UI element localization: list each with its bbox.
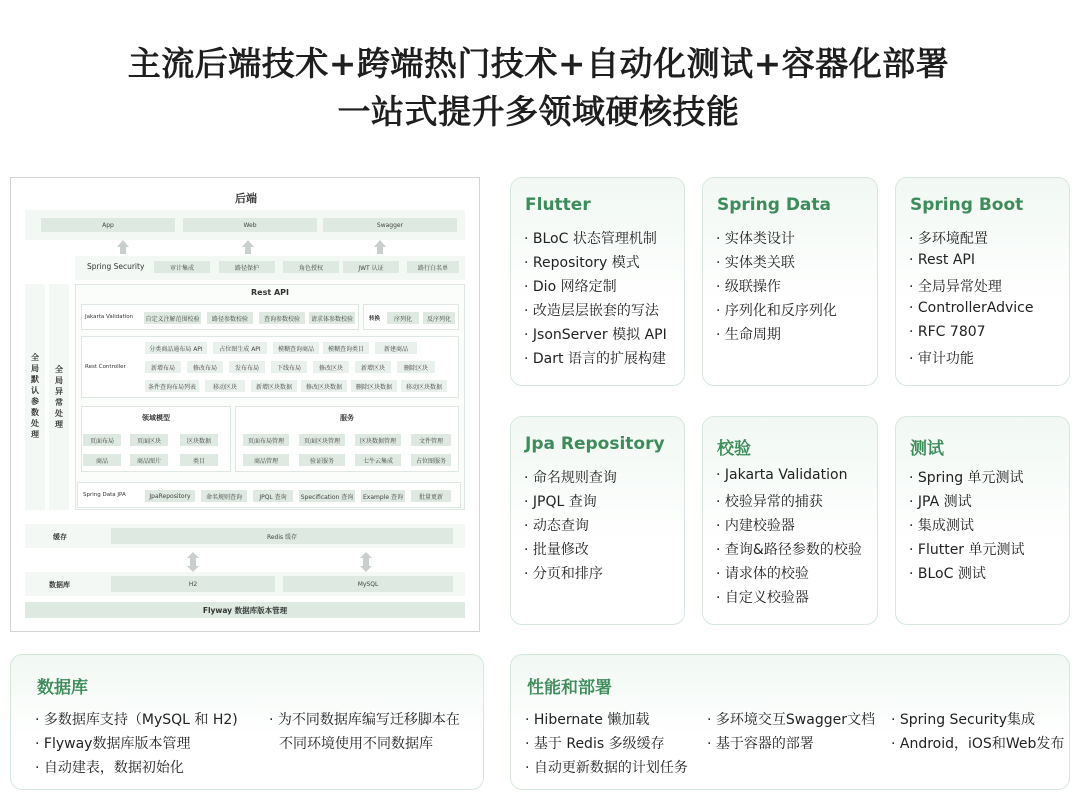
card-item: · 自定义校验器	[716, 590, 809, 606]
card-item: · 自动更新数据的计划任务	[525, 760, 688, 776]
validation-item: 查询参数校验	[259, 312, 305, 324]
jpa-item: Specification 查询	[299, 490, 355, 502]
service-item: 占位图服务	[411, 454, 451, 466]
client-web: Web	[183, 218, 317, 232]
architecture-diagram	[10, 177, 480, 632]
card-title: Spring Boot	[910, 195, 1024, 215]
card-item: · BLoC 测试	[909, 566, 986, 582]
card-title: 性能和部署	[527, 678, 612, 698]
domain-item: 页面区块	[130, 434, 168, 446]
controller-item: 条件查询布局列表	[145, 380, 199, 392]
service-item: 页面区块管理	[299, 434, 345, 446]
card-validation	[702, 416, 878, 625]
service-item: 七牛云集成	[355, 454, 401, 466]
validation-item: 请求体参数校验	[309, 312, 355, 324]
domain-item: 类目	[180, 454, 218, 466]
card-item: · Dio 网络定制	[524, 279, 617, 295]
card-title: Spring Data	[717, 195, 831, 215]
controller-item: 删除区块	[397, 361, 435, 373]
side-global-param: 全 局 默 认 参 数 处 理	[31, 353, 39, 439]
validation-item: 路径参数校验	[207, 312, 253, 324]
controller-item: 下线布局	[271, 361, 307, 373]
security-item: 路行白名单	[407, 261, 459, 273]
cache-redis: Redis 缓存	[111, 528, 453, 544]
controller-item: 移动区块数据	[401, 380, 447, 392]
convert-item: 序列化	[387, 312, 419, 324]
controller-item: 修改区块数据	[301, 380, 347, 392]
card-item: · 分页和排序	[524, 566, 603, 582]
card-item: · 生命周期	[716, 327, 781, 343]
convert-item: 反序列化	[423, 312, 455, 324]
rest-api-label: Rest API	[251, 288, 289, 297]
card-item: · Hibernate 懒加载	[525, 712, 650, 728]
domain-label: 领域模型	[142, 414, 170, 422]
arrow-up-icon	[117, 240, 129, 254]
controller-item: 分类商品通布局 API	[145, 342, 207, 354]
card-item: · JPA 测试	[909, 494, 972, 510]
convert-label: 转换	[369, 316, 381, 322]
jpa-item: 批量更新	[411, 490, 451, 502]
domain-item: 区块数据	[180, 434, 218, 446]
jpa-label: Spring Data JPA	[83, 492, 126, 498]
security-item: 角色授权	[283, 261, 339, 273]
card-item: · 命名规则查询	[524, 470, 617, 486]
domain-item: 商品	[83, 454, 121, 466]
jpa-item: JPQL 查询	[253, 490, 293, 502]
controller-item: 模糊查询类目	[323, 342, 369, 354]
db-label: 数据库	[49, 581, 70, 589]
headline-line1: 主流后端技术+跨端热门技术+自动化测试+容器化部署	[127, 44, 950, 83]
card-title: 数据库	[37, 678, 88, 698]
security-label: Spring Security	[87, 262, 145, 271]
card-jpa-repository	[510, 416, 685, 625]
validation-label: Jakarta Validation	[85, 314, 134, 320]
card-item: · Spring Security集成	[891, 712, 1036, 728]
card-item: · JsonServer 模拟 API	[524, 327, 667, 343]
card-item: · 实体类设计	[716, 231, 795, 247]
service-item: 区块数据管理	[355, 434, 401, 446]
card-item: · 改造层层嵌套的写法	[524, 303, 659, 319]
card-item: · ControllerAdvice	[909, 300, 1034, 316]
card-item: · Rest API	[909, 252, 975, 268]
card-item: · Flyway数据库版本管理	[35, 736, 191, 752]
card-item: · BLoC 状态管理机制	[524, 231, 657, 247]
domain-item: 商品图片	[130, 454, 168, 466]
card-database	[10, 654, 484, 790]
card-item: · Flutter 单元测试	[909, 542, 1025, 558]
db-h2: H2	[111, 576, 275, 592]
controller-item: 删除区块数据	[351, 380, 397, 392]
card-item: · 级联操作	[716, 279, 781, 295]
card-title: 校验	[717, 439, 751, 459]
jpa-item: Example 查询	[361, 490, 405, 502]
controller-item: 模糊查询商品	[273, 342, 319, 354]
card-item: · 内建校验器	[716, 518, 795, 534]
controller-item: 修改区块	[313, 361, 349, 373]
service-item: 商品管理	[243, 454, 289, 466]
card-item: · RFC 7807	[909, 324, 986, 340]
card-item: · Repository 模式	[524, 255, 640, 271]
service-item: 页面布局管理	[243, 434, 289, 446]
security-item: 路径保护	[219, 261, 275, 273]
card-item: · 多环境配置	[909, 231, 988, 247]
card-item: · 动态查询	[524, 518, 589, 534]
card-item: · Spring 单元测试	[909, 470, 1024, 486]
card-item: 不同环境使用不同数据库	[279, 736, 433, 752]
diagram-title: 后端	[235, 192, 257, 205]
card-title: Jpa Repository	[525, 434, 665, 454]
card-title: Flutter	[525, 195, 591, 215]
arrow-up-icon	[374, 240, 386, 254]
client-swagger: Swagger	[323, 218, 457, 232]
card-item: · 集成测试	[909, 518, 974, 534]
card-item: · Jakarta Validation	[716, 467, 848, 483]
card-item: · 自动建表，数据初始化	[35, 760, 184, 776]
card-item: · 多环境交互Swagger文档	[707, 712, 875, 728]
controller-label: Rest Controller	[85, 364, 126, 370]
jpa-item: 命名规则查询	[201, 490, 247, 502]
card-spring-boot	[895, 177, 1070, 386]
card-flutter	[510, 177, 685, 386]
side-global-exception: 全 局 异 常 处 理	[55, 365, 63, 429]
arrow-updown-icon	[360, 552, 372, 572]
service-item: 文件管理	[411, 434, 451, 446]
card-item: · 批量修改	[524, 542, 589, 558]
service-label: 服务	[340, 414, 354, 422]
card-item: · Android，iOS和Web发布	[891, 736, 1065, 752]
card-item: · 审计功能	[909, 351, 974, 367]
controller-item: 占位图生成 API	[213, 342, 267, 354]
card-item: · 基于容器的部署	[707, 736, 814, 752]
card-item: · Dart 语言的扩展构建	[524, 351, 666, 367]
service-item: 验证服务	[299, 454, 345, 466]
card-item: · 查询&路径参数的校验	[716, 542, 862, 558]
card-item: · JPQL 查询	[524, 494, 597, 510]
card-item: · 实体类关联	[716, 255, 795, 271]
security-item: JWT 认证	[343, 261, 399, 273]
flyway-bar: Flyway 数据库版本管理	[25, 602, 465, 618]
db-mysql: MySQL	[283, 576, 453, 592]
controller-item: 新增布局	[145, 361, 181, 373]
card-performance	[510, 654, 1070, 790]
controller-item: 新增区块	[355, 361, 391, 373]
controller-item: 修改布局	[187, 361, 223, 373]
security-item: 审计集成	[154, 261, 210, 273]
controller-item: 移动区块	[205, 380, 245, 392]
controller-item: 发布布局	[229, 361, 265, 373]
card-title: 测试	[910, 439, 944, 459]
arrow-updown-icon	[187, 552, 199, 572]
cache-label: 缓存	[53, 533, 67, 541]
card-item: · 校验异常的捕获	[716, 494, 823, 510]
card-spring-data	[702, 177, 878, 386]
arrow-up-icon	[242, 240, 254, 254]
controller-item: 新增区块数据	[251, 380, 297, 392]
card-item: · 序列化和反序列化	[716, 303, 837, 319]
card-item: · 为不同数据库编写迁移脚本在	[269, 712, 460, 728]
card-item: · 请求体的校验	[716, 566, 809, 582]
card-item: · 基于 Redis 多级缓存	[525, 736, 665, 752]
card-testing	[895, 416, 1070, 625]
headline-line2: 一站式提升多领域硬核技能	[337, 92, 740, 131]
jpa-item: JpaRepository	[145, 490, 195, 502]
card-item: · 多数据库支持（MySQL 和 H2)	[35, 712, 238, 728]
validation-item: 自定义注解范围校验	[144, 312, 201, 324]
card-item: · 全局异常处理	[909, 279, 1002, 295]
controller-item: 新建商品	[375, 342, 417, 354]
domain-item: 页面布局	[83, 434, 121, 446]
client-app: App	[41, 218, 175, 232]
